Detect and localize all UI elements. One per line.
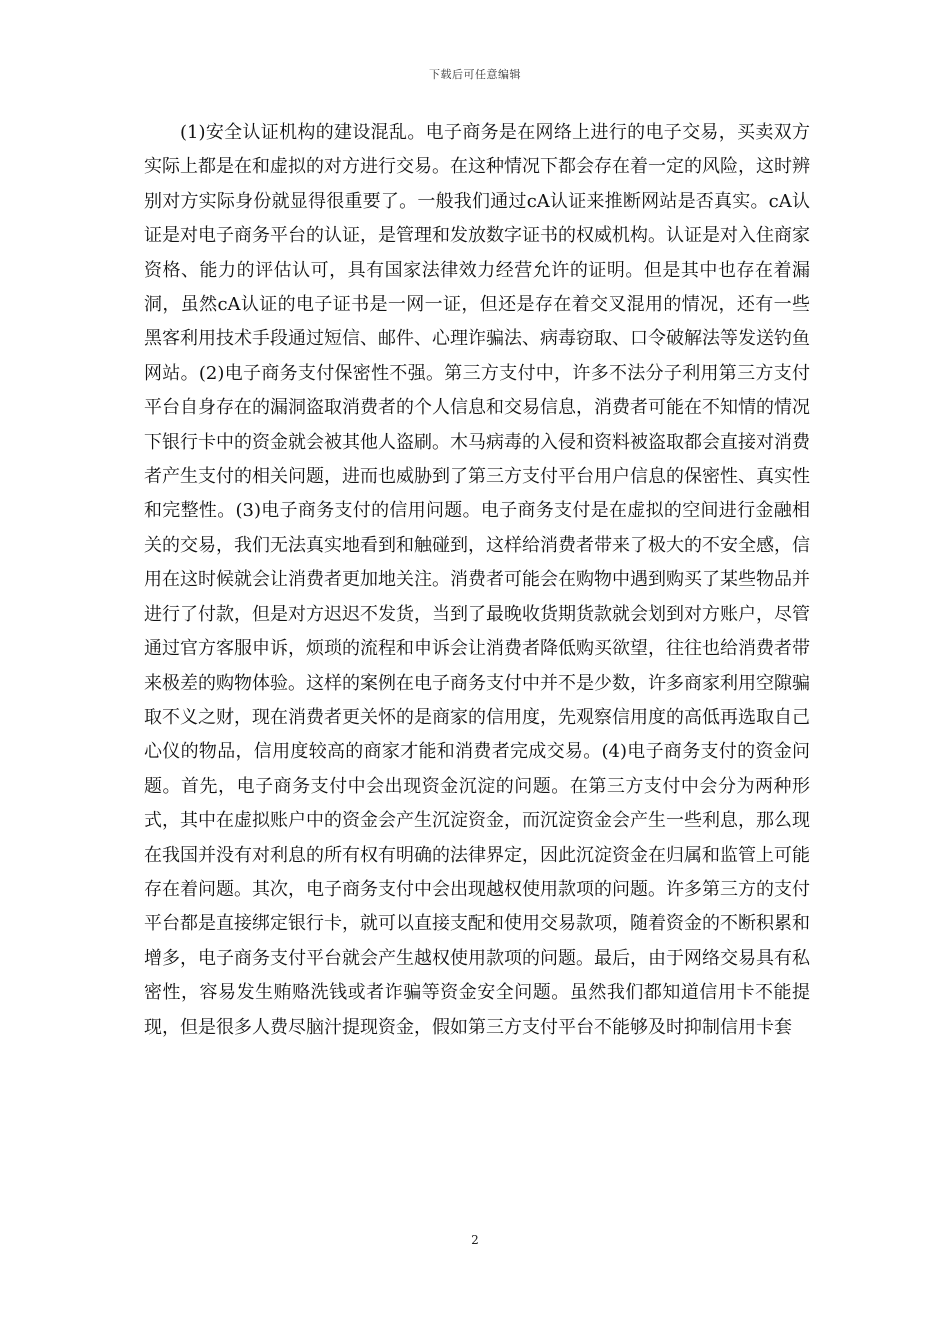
body-paragraph: (1)安全认证机构的建设混乱。电子商务是在网络上进行的电子交易，买卖双方实际上都是在和虚拟的对方进行交易。在这种情况下都会存在着一定的风险，这时辨别对方实际身份就显得很重要了。一般我们通过cA认证来推断网站是否真实。cA认证是对电子商务平台的认证，是管理和发放数字证书的权威机构。认证是对入住商家资格、能力的评估认可，具有国家法律效力经营允许的证明。但是其中也存在着漏洞，虽然cA认证的电子证书是一网一证，但还是存在着交叉混用的情况，还有一些黑客利用技术手段通过短信、邮件、心理诈骗法、病毒窃取、口令破解法等发送钓鱼网站。(2)电子商务支付保密性不强。第三方支付中，许多不法分子利用第三方支付平台自身存在的漏洞盗取消费者的个人信息和交易信息，消费者可能在不知情的情况下银行卡中的资金就会被其他人盗刷。木马病毒的入侵和资料被盗取都会直接对消费者产生支付的相关问题，进而也威胁到了第三方支付平台用户信息的保密性、真实性和完整性。(3)电子商务支付的信用问题。电子商务支付是在虚拟的空间进行金融相关的交易，我们无法真实地看到和触碰到，这样给消费者带来了极大的不安全感，信用在这时候就会让消费者更加地关注。消费者可能会在购物中遇到购买了某些物品并进行了付款，但是对方迟迟不发货，当到了最晚收货期货款就会划到对方账户，尽管通过官方客服申诉，烦琐的流程和申诉会让消费者降低购买欲望，往往也给消费者带来极差的购物体验。这样的案例在电子商务支付中并不是少数，许多商家利用空隙骗取不义之财，现在消费者更关怀的是商家的信用度，先观察信用度的高低再选取自己心仪的物品，信用度较高的商家才能和消费者完成交易。(4)电子商务支付的资金问题。首先，电子商务支付中会出现资金沉淀的问题。在第三方支付中会分为两种形式，其中在虚拟账户中的资金会产生沉淀资金，而沉淀资金会产生一些利息，那么现在我国并没有对利息的所有权有明确的法律界定，因此沉淀资金在归属和监管上可能存在着问题。其次，电子商务支付中会出现越权使用款项的问题。许多第三方的支付平台都是直接绑定银行卡，就可以直接支配和使用交易款项，随着资金的不断积累和增多，电子商务支付平台就会产生越权使用款项的问题。最后，由于网络交易具有私密性，容易发生贿赂洗钱或者诈骗等资金安全问题。虽然我们都知道信用卡不能提现，但是很多人费尽脑汁提现资金，假如第三方支付平台不能够及时抑制信用卡套 (144, 122, 810, 1038)
page-number: 2 (471, 1233, 479, 1247)
page-header: 下载后可任意编辑 (429, 68, 521, 81)
